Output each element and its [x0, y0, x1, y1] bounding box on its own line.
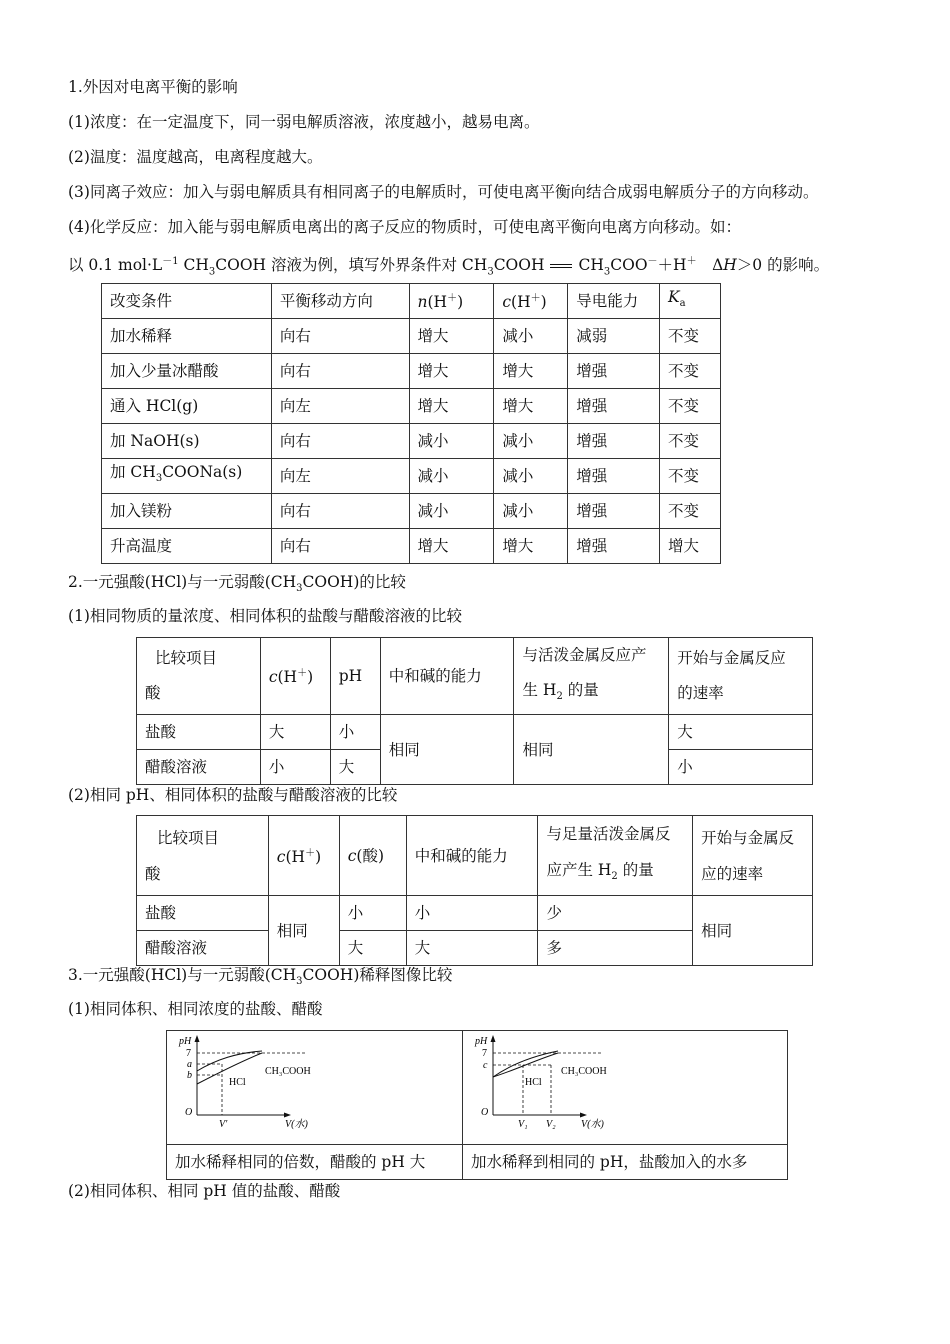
header-cell: 平衡移动方向: [271, 284, 409, 319]
caption-same-ph: 加水稀释到相同的 pH，盐酸加入的水多: [463, 1145, 788, 1180]
header-cell: c(H＋): [268, 816, 339, 896]
graph-cell-same-concentration: [167, 1031, 463, 1145]
ch3cooh-label: CH₃COOH: [265, 1066, 311, 1077]
cell: 不变: [660, 459, 721, 494]
header-cell: $K_a$: [660, 284, 721, 319]
table-row: [102, 354, 721, 389]
hcl-label: HCl: [229, 1077, 246, 1088]
cell: 不变: [660, 354, 721, 389]
cell: 不变: [660, 424, 721, 459]
cell: 盐酸: [137, 715, 261, 750]
y-axis-label: pH: [475, 1036, 488, 1047]
header-cell: 开始与金属反应 的速率: [669, 638, 813, 715]
cell: 不变: [660, 389, 721, 424]
dilution-graph-same-ph: [463, 1031, 787, 1139]
caption-same-concentration: 加水稀释相同的倍数，醋酸的 pH 大: [167, 1145, 463, 1180]
cell: 小: [330, 715, 380, 750]
table-external-factors: [101, 283, 721, 564]
s1-para-common-ion: (3)同离子效应：加入与弱电解质具有相同离子的电解质时，可使电离平衡向结合成弱电解质分子的方向移动。: [68, 183, 819, 201]
cell: 小: [669, 750, 813, 785]
cell: 大: [669, 715, 813, 750]
cell: 醋酸溶液: [137, 750, 261, 785]
cell: 不变: [660, 494, 721, 529]
cell: 不变: [660, 319, 721, 354]
cell: 加入镁粉: [102, 494, 272, 529]
header-cell: c(H＋): [494, 284, 568, 319]
header-cell: 比较项目 酸: [137, 816, 269, 896]
cell: 多: [538, 931, 693, 966]
ch3cooh-label: CH₃COOH: [561, 1066, 607, 1077]
cell: 通入 HCl(g): [102, 389, 272, 424]
tick-a: a: [187, 1059, 192, 1070]
tick-b: b: [187, 1070, 192, 1081]
cell: 相同: [514, 715, 669, 785]
table-row: [102, 529, 721, 564]
cell: 增强: [568, 459, 660, 494]
cell: 加水稀释: [102, 319, 272, 354]
s3-para-2: (2)相同体积、相同 pH 值的盐酸、醋酸: [68, 1182, 341, 1200]
header-cell: 与足量活泼金属反 应产生 $H_2$ 的量: [538, 816, 693, 896]
x-axis-label: V(水): [581, 1119, 604, 1130]
cell: 小: [260, 750, 330, 785]
equilibrium-arrow-icon: [550, 261, 572, 271]
cell: 大: [406, 931, 538, 966]
cell: 小: [406, 896, 538, 931]
cell: 向左: [271, 459, 409, 494]
table-row: [102, 424, 721, 459]
cell: 增强: [568, 494, 660, 529]
x-axis-arrow-icon: [284, 1113, 291, 1118]
table-row: [137, 896, 813, 931]
cell: 减小: [494, 494, 568, 529]
cell: 大: [339, 931, 406, 966]
cell: 醋酸溶液: [137, 931, 269, 966]
header-cell: 改变条件: [102, 284, 272, 319]
cell: 少: [538, 896, 693, 931]
s1-para-temperature: (2)温度：温度越高，电离程度越大。: [68, 148, 323, 166]
cell: 大: [260, 715, 330, 750]
cell: 减小: [409, 494, 494, 529]
s1-para-concentration: (1)浓度：在一定温度下，同一弱电解质溶液，浓度越小，越易电离。: [68, 113, 540, 131]
cell: 升高温度: [102, 529, 272, 564]
section2-title: 2.一元强酸(HCl)与一元弱酸$(CH_3COOH)$的比较: [68, 573, 406, 595]
cell: 向右: [271, 529, 409, 564]
cell: 向左: [271, 389, 409, 424]
header-cell: 导电能力: [568, 284, 660, 319]
cell: 向右: [271, 319, 409, 354]
cell: 减小: [409, 424, 494, 459]
ch3cooh-curve: [493, 1051, 558, 1077]
cell: 减小: [409, 459, 494, 494]
table-row: [167, 1031, 788, 1145]
dilution-graph-same-concentration: [167, 1031, 462, 1139]
tick-7: 7: [186, 1048, 191, 1059]
y-axis-label: pH: [179, 1036, 192, 1047]
table-dilution-graphs: [166, 1030, 788, 1180]
header-cell: 中和碱的能力: [406, 816, 538, 896]
header-cell: 比较项目 酸: [137, 638, 261, 715]
tick-v-prime: V′: [219, 1119, 228, 1130]
header-cell: 开始与金属反 应的速率: [693, 816, 813, 896]
cell: 增强: [568, 424, 660, 459]
cell: 相同: [693, 896, 813, 966]
section3-title: 3.一元强酸(HCl)与一元弱酸$(CH_3COOH)$稀释图像比较: [68, 966, 453, 988]
tick-v2: V₂: [546, 1119, 556, 1130]
tick-v1: V₁: [518, 1119, 528, 1130]
graph-cell-same-ph: [463, 1031, 788, 1145]
table-header-row: [137, 816, 813, 896]
cell: 相同: [268, 896, 339, 966]
cell: 增大: [660, 529, 721, 564]
cell: 增大: [409, 389, 494, 424]
s3-para-1: (1)相同体积、相同浓度的盐酸、醋酸: [68, 1000, 323, 1018]
hcl-label: HCl: [525, 1077, 542, 1088]
cell: 盐酸: [137, 896, 269, 931]
table-same-concentration: [136, 637, 813, 785]
table-row: [137, 715, 813, 750]
cell: 增强: [568, 529, 660, 564]
y-axis-arrow-icon: [491, 1035, 496, 1042]
cell: 减小: [494, 424, 568, 459]
table-row: [167, 1145, 788, 1180]
cell: 增大: [494, 354, 568, 389]
header-cell: c(酸): [339, 816, 406, 896]
table-same-ph: [136, 815, 813, 966]
table-row: [102, 494, 721, 529]
cell: 增大: [409, 319, 494, 354]
table-row: [102, 459, 721, 494]
cell: 小: [339, 896, 406, 931]
s1-intro: 以 0.1 $mol\cdot L^{-1}$ $CH_3COOH$ 溶液为例，填写外界条件对 $CH_3COOH$ $CH_3COO^-+H^+$ ΔH＞0 的影响。: [68, 256, 830, 278]
cell: 增强: [568, 389, 660, 424]
cell: 减小: [494, 319, 568, 354]
y-axis-arrow-icon: [195, 1035, 200, 1042]
origin-label: O: [185, 1107, 193, 1118]
table-header-row: [137, 638, 813, 715]
s1-para-reaction: (4)化学反应：加入能与弱电解质电离出的离子反应的物质时，可使电离平衡向电离方向移动。如：: [68, 218, 741, 236]
tick-c: c: [483, 1060, 488, 1071]
header-cell: 与活泼金属反应产 生 $H_2$ 的量: [514, 638, 669, 715]
header-cell: n(H＋): [409, 284, 494, 319]
cell: 增大: [494, 389, 568, 424]
cell: 加 NaOH(s): [102, 424, 272, 459]
header-cell: 中和碱的能力: [380, 638, 514, 715]
cell: 减弱: [568, 319, 660, 354]
cell: 向右: [271, 354, 409, 389]
x-axis-arrow-icon: [580, 1113, 587, 1118]
cell: 增强: [568, 354, 660, 389]
cell: 减小: [494, 459, 568, 494]
x-axis-label: V(水): [285, 1119, 308, 1130]
cell: 向右: [271, 494, 409, 529]
table-header-row: [102, 284, 721, 319]
cell: 增大: [409, 529, 494, 564]
header-cell: pH: [330, 638, 380, 715]
cell: 大: [330, 750, 380, 785]
s2-para-1: (1)相同物质的量浓度、相同体积的盐酸与醋酸溶液的比较: [68, 607, 462, 625]
s2-para-2: (2)相同 pH、相同体积的盐酸与醋酸溶液的比较: [68, 786, 398, 804]
table-row: [102, 319, 721, 354]
tick-7: 7: [482, 1048, 487, 1059]
table-row: [102, 389, 721, 424]
section1-title: 1.外因对电离平衡的影响: [68, 78, 238, 96]
cell: 加 $CH_3COONa(s)$: [102, 459, 272, 494]
cell: 增大: [409, 354, 494, 389]
header-cell: c(H＋): [260, 638, 330, 715]
cell: 加入少量冰醋酸: [102, 354, 272, 389]
cell: 相同: [380, 715, 514, 785]
cell: 增大: [494, 529, 568, 564]
origin-label: O: [481, 1107, 489, 1118]
cell: 向右: [271, 424, 409, 459]
